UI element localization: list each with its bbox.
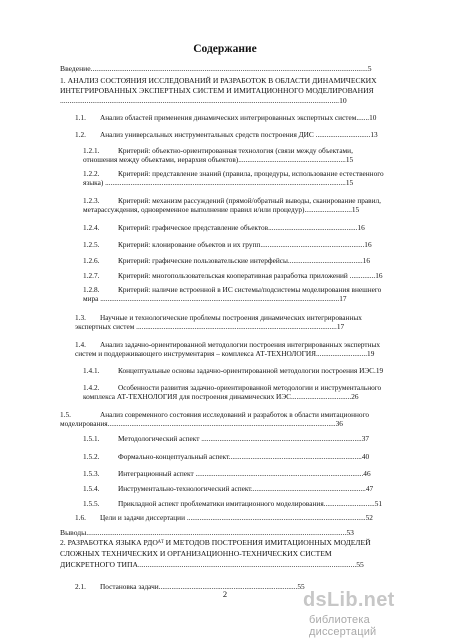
toc-entry-number: 1.5. (60, 410, 71, 419)
toc-entry-line: метарассуждения, одновременное выполнение правил и/или процедур)..........................15 (83, 205, 360, 214)
toc-entry-line: Введение..................................................................................................................................................5 (60, 64, 372, 73)
toc-entry-line: Научные и технологические проблемы построения динамических интегрированных (100, 313, 362, 322)
toc-entry-line: Критерий: клонирование объектов и их групп.........................................................16 (118, 240, 372, 249)
toc-entry-number: 1.1. (75, 113, 86, 122)
toc-entry-number: 1.5.2. (83, 452, 100, 461)
toc-entry-line: Анализ универсальных инструментальных средств построения ДИС ..............................13 (100, 130, 378, 139)
toc-entry-number: 1.2.2. (83, 169, 100, 178)
toc-entry-line: ДИСКРЕТНОГО ТИПА...................................................................................................................55 (60, 560, 364, 569)
toc-entry-line: ...................................................................................................................................................10 (60, 96, 347, 105)
toc-entry-line: языка) ....................................................................................................................................15 (83, 178, 354, 187)
toc-entry-number: 1.2.4. (83, 223, 100, 232)
toc-entry-number: 1.4. (75, 340, 86, 349)
toc-entry-number: 1.5.1. (83, 434, 100, 443)
toc-entry-line: Критерий: представление знаний (правила, процедуры, использование естественного (118, 169, 384, 178)
toc-entry-line: Прикладной аспект проблематики имитационного моделирования............................51 (118, 499, 383, 508)
toc-entry-line: Анализ задачно-ориентированной методологии построения интегрированных экспертных (100, 340, 381, 349)
toc-entry-number: 1.2.3. (83, 196, 100, 205)
toc-entry-line: Критерий: наличие встроенной в ИС системы/подсистемы моделирования внешнего (118, 285, 382, 294)
toc-entry-line: Концептуальные основы задачно-ориентированной методологии построения ИЭС.19 (118, 366, 384, 375)
toc-entry-line: Анализ областей применения динамических интегрированных экспертных систем.......10 (100, 113, 377, 122)
toc-entry-line: Инструментально-технологический аспект...............................................................47 (118, 484, 374, 493)
toc-entry-line: Выводы.........................................................................................................................................53 (60, 528, 354, 537)
toc-entry-number: 1.2.7. (83, 271, 100, 280)
toc-entry-number: 1.4.1. (83, 366, 100, 375)
toc-entry-line: систем и поддерживающего инструментария – комплекса АТ-ТЕХНОЛОГИЯ............................19 (75, 349, 375, 358)
toc-entry-line: ИНТЕГРИРОВАННЫХ ЭКСПЕРТНЫХ СИСТЕМ И ИМИТАЦИОННОГО МОДЕЛИРОВАНИЯ (60, 86, 374, 95)
toc-entry-line: Интеграционный аспект ............................................................................................46 (118, 469, 371, 478)
toc-entry-number: 1.2. (75, 130, 86, 139)
toc-entry-line: отношения между объектами, иерархия объектов)...........................................................15 (83, 155, 354, 164)
toc-entry-line: Критерий: графические пользовательские интерфейсы.........................................16 (118, 256, 370, 265)
toc-entry-number: 1.5.3. (83, 469, 100, 478)
toc-entry-line: 1. АНАЛИЗ СОСТОЯНИЯ ИССЛЕДОВАНИЙ И РАЗРАБОТОК В ОБЛАСТИ ДИНАМИЧЕСКИХ (60, 76, 377, 85)
toc-entry-line: Анализ современного состояния исследований и разработок в области имитационного (100, 410, 370, 419)
toc-entry-number: 1.6. (75, 513, 86, 522)
toc-entry-line: Особенности развития задачно-ориентированной методологии и инструментального (118, 383, 382, 392)
page-number: 2 (222, 589, 228, 599)
toc-entry-number: 1.2.6. (83, 256, 100, 265)
page-title: Содержание (193, 43, 257, 55)
toc-entry-line: комплекса АТ-ТЕХНОЛОГИЯ для построения динамических ИЭС.................................26 (83, 392, 359, 401)
toc-entry-line: экспертных систем ..............................................................................................................17 (75, 322, 345, 331)
toc-entry-line: мира ...................................................................................................................................17 (83, 294, 347, 303)
toc-entry-line: Формально-концептуальный аспект.........................................................................40 (118, 452, 370, 461)
watermark-logo-text: dsLib.net (303, 589, 395, 611)
toc-entry-number: 1.5.5. (83, 499, 100, 508)
toc-entry-line: Критерий: многопользовательская кооперативная разработка приложений ..............16 (118, 271, 383, 280)
toc-entry-line: Критерий: объектно-ориентированная технология (связи между объектами, (118, 146, 353, 155)
toc-entry-number: 1.2.5. (83, 240, 100, 249)
toc-entry-line: Цели и задачи диссертации ..................................................................................................52 (100, 513, 373, 522)
toc-entry-line: Методологический аспект ........................................................................................37 (118, 434, 370, 443)
toc-entry-line: Критерий: механизм рассуждений (прямой/обратный выводы, сканирование правил, (118, 196, 381, 205)
toc-entry-line: СЛОЖНЫХ ТЕХНИЧЕСКИХ И ОРГАНИЗАЦИОННО-ТЕХНИЧЕСКИХ СИСТЕМ (60, 549, 332, 558)
toc-entry-number: 2.1. (75, 582, 86, 591)
toc-entry-number: 1.4.2. (83, 383, 100, 392)
toc-entry-number: 1.2.1. (83, 146, 100, 155)
toc-entry-line: 2. РАЗРАБОТКА ЯЗЫКА РДОᴬᵀ И МЕТОДОВ ПОСТРОЕНИЯ ИМИТАЦИОННЫХ МОДЕЛЕЙ (60, 538, 371, 547)
watermark-logo (303, 589, 438, 638)
toc-entry-line: Постановка задачи............................................................................55 (100, 582, 305, 591)
toc-entry-number: 1.2.8. (83, 285, 100, 294)
toc-entry-number: 1.5.4. (83, 484, 100, 493)
toc-entry-line: Критерий: графическое представление объектов.................................................16 (118, 223, 365, 232)
toc-entry-number: 1.3. (75, 313, 86, 322)
toc-entry-line: моделирования.............................................................................................................................36 (60, 419, 343, 428)
watermark-subtitle: библиотека диссертаций (309, 614, 377, 638)
